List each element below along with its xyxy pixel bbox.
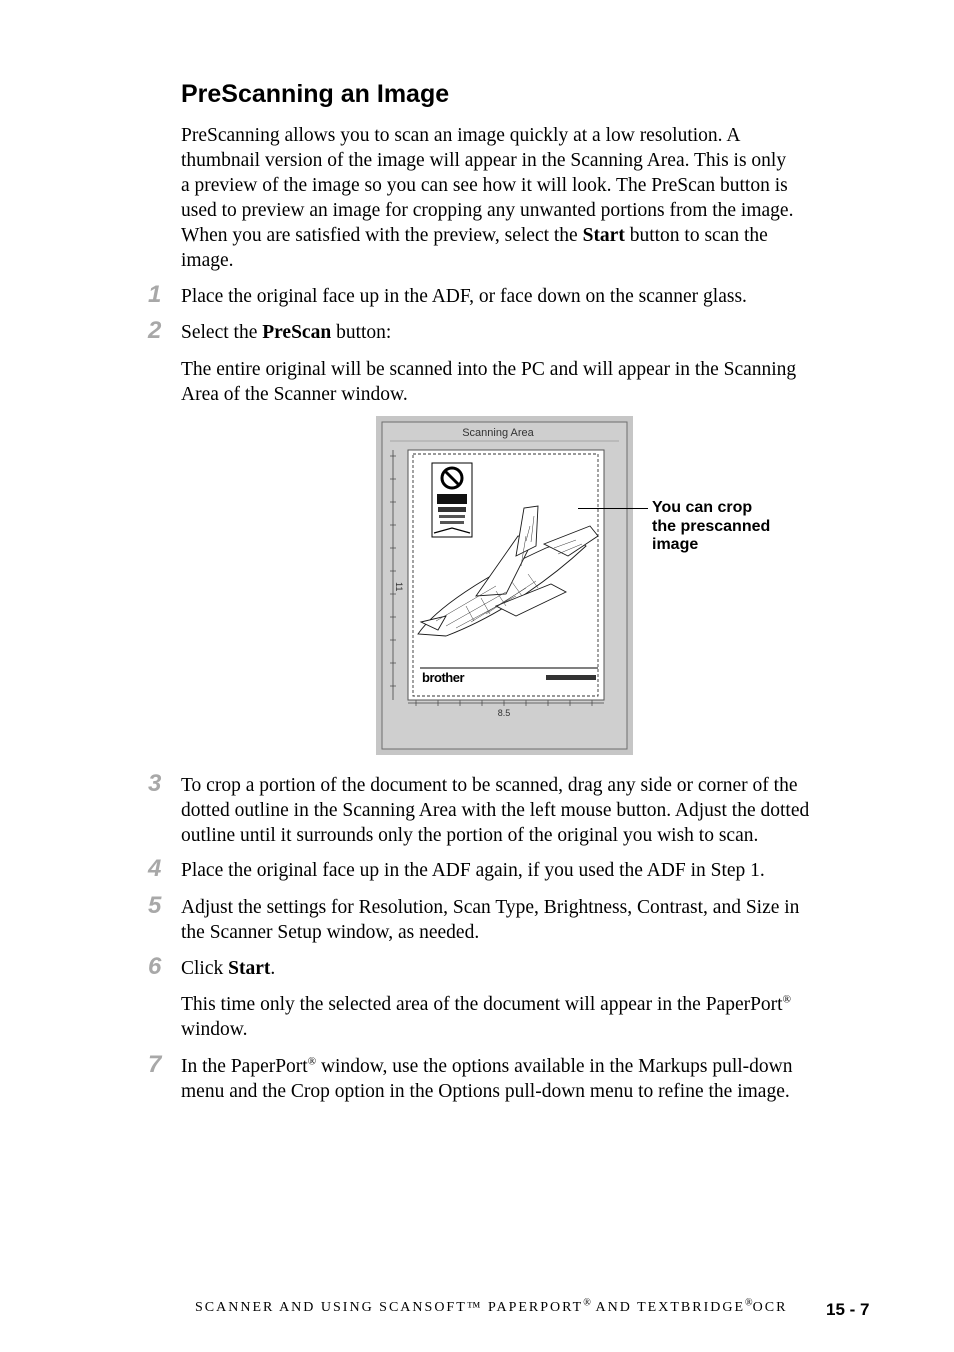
start-keyword: Start: [582, 225, 625, 246]
step-number: 4: [148, 855, 162, 882]
scanning-area-figure: [376, 416, 633, 755]
step-number: 2: [148, 317, 162, 344]
width-label: 8.5: [497, 708, 511, 718]
step-4-text: Place the original face up in the ADF again, if you used the ADF in Step 1.: [181, 860, 765, 881]
intro-line: image.: [181, 250, 234, 271]
step-number: 7: [148, 1051, 162, 1078]
running-footer: SCANNER AND USING SCANSOFT™ PAPERPORT® AND TEXTBRIDGE®OCR: [195, 1297, 788, 1315]
step-2-text: Select the PreScan button:: [181, 322, 392, 343]
step-6-note: This time only the selected area of the document will appear in the PaperPort® window.: [181, 993, 791, 1040]
prescan-keyword: PreScan: [262, 322, 332, 343]
step-number: 5: [148, 892, 162, 919]
step-number: 3: [148, 770, 162, 797]
step-2-note: The entire original will be scanned into the PC and will appear in the Scanning Area of the Scanner window.: [181, 359, 797, 405]
step-number: 1: [148, 281, 162, 308]
intro-line: When you are satisfied with the preview, select the Start button to scan the: [181, 225, 768, 246]
intro-line: PreScanning allows you to scan an image quickly at a low resolution. A: [181, 125, 741, 146]
step-6-text: Click Start.: [181, 958, 276, 979]
step-number: 6: [148, 953, 162, 980]
intro-line: thumbnail version of the image will appear in the Scanning Area. This is only: [181, 150, 787, 171]
step-1-text: Place the original face up in the ADF, or face down on the scanner glass.: [181, 286, 747, 307]
start-keyword: Start: [228, 958, 271, 979]
height-label: 11: [394, 582, 404, 592]
intro-paragraph: [181, 123, 881, 273]
section-heading: PreScanning an Image: [181, 80, 450, 108]
crop-callout: You can crop the prescanned image: [652, 499, 771, 553]
step-7-text: In the PaperPort® window, use the options available in the Markups pull-down menu and the Crop option in the Options pull-down menu to refine the image.: [181, 1055, 793, 1102]
step-5-text: Adjust the settings for Resolution, Scan Type, Brightness, Contrast, and Size in the Scanner Setup window, as needed.: [181, 897, 800, 943]
page-number: 15 - 7: [826, 1300, 870, 1319]
brand-logo: brother: [422, 670, 464, 685]
step-3-text: To crop a portion of the document to be scanned, drag any side or corner of the dotted outline in the Scanning Area with the left mouse button. Adjust the dotted outline until it surrounds only the portion of the original you wish to scan.: [181, 775, 810, 846]
intro-line: a preview of the image so you can see how it will look. The PreScan button is: [181, 175, 788, 196]
callout-leader-line: [578, 508, 648, 509]
intro-line: used to preview an image for cropping any unwanted portions from the image.: [181, 200, 794, 221]
scanning-area-title: Scanning Area: [462, 427, 534, 439]
